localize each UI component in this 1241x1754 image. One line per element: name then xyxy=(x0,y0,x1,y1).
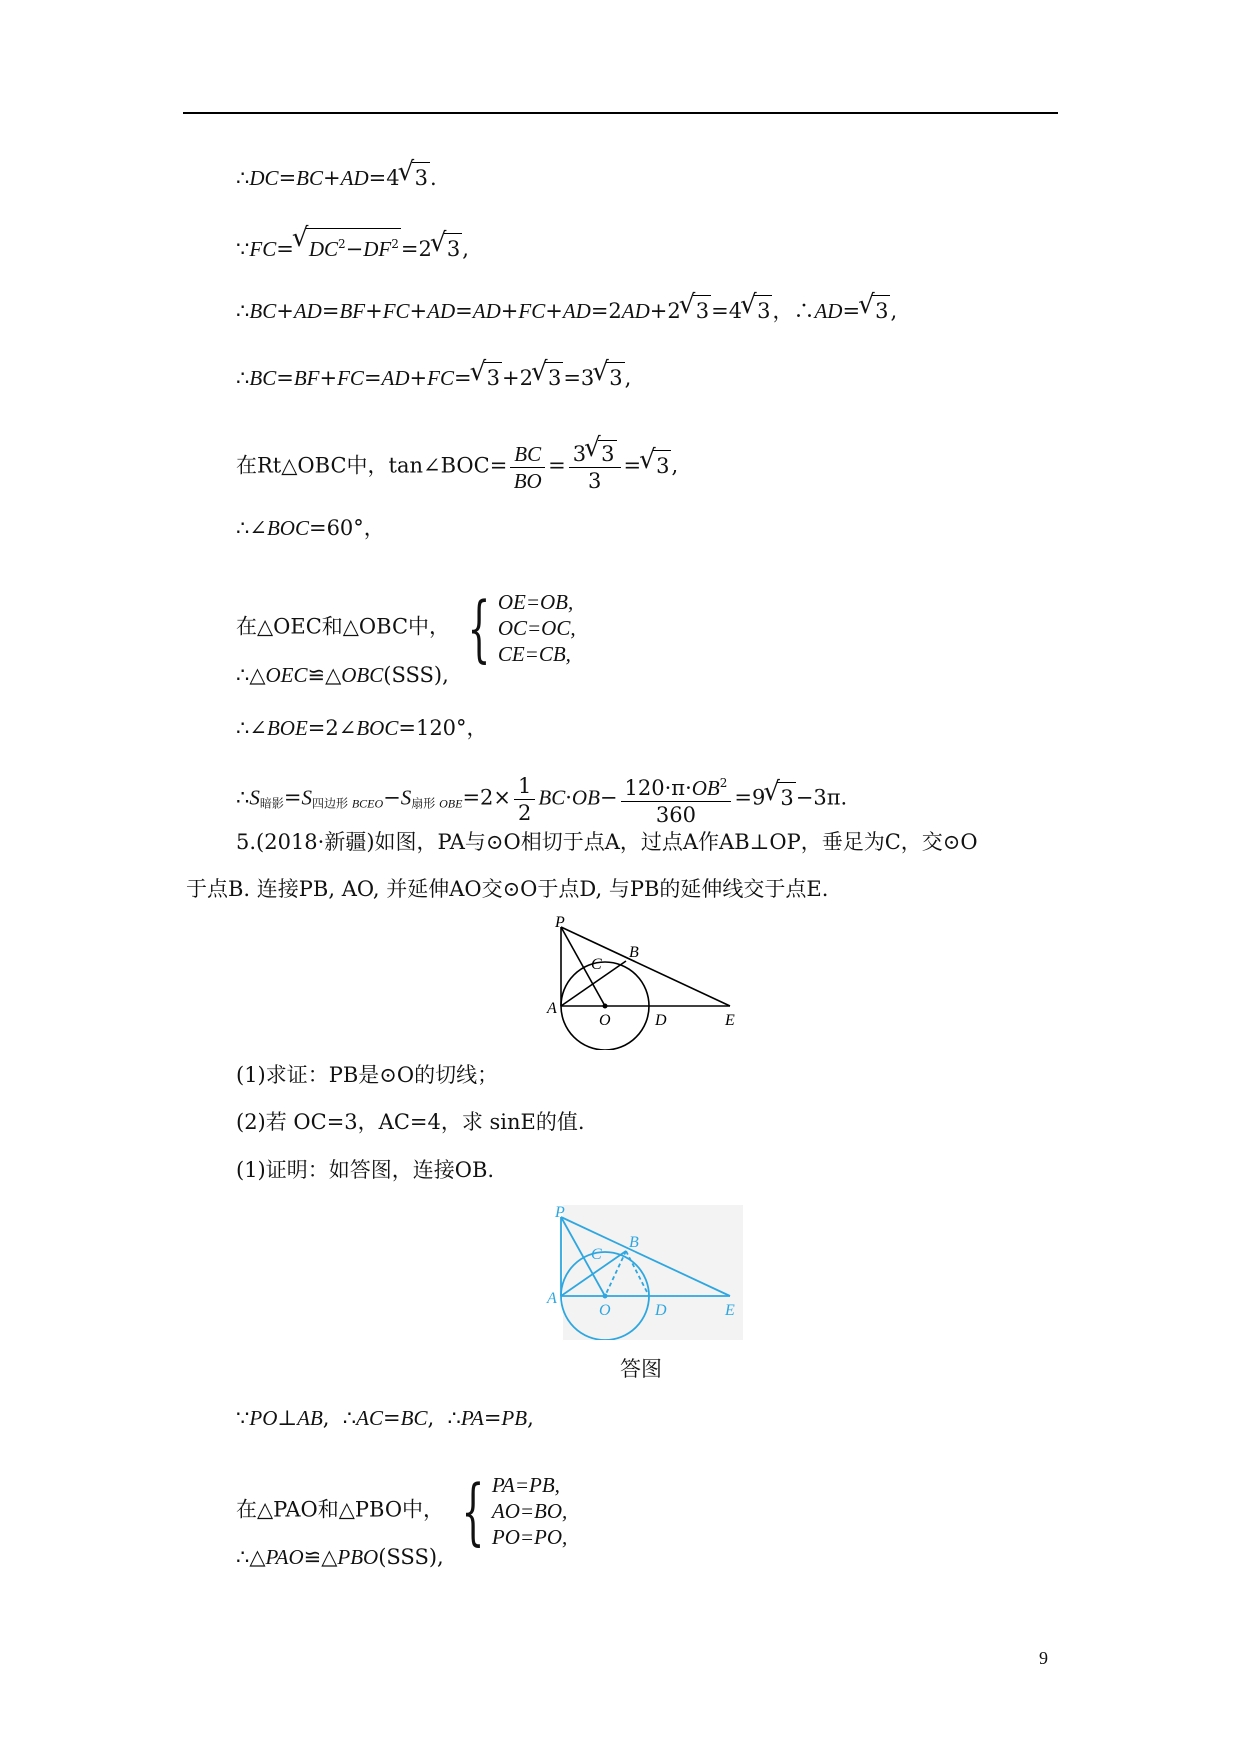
fig1-label-d: D xyxy=(655,1012,667,1029)
line-tan: 在Rt△OBC中，tan∠BOC= $\frac{BC}{BO}$ = $\frac{3√ 3}{3}$ =√ 3, xyxy=(236,440,678,494)
header-rule xyxy=(183,112,1058,114)
problem5-figure xyxy=(545,915,745,1050)
problem5-a1: (1)证明：如答图，连接OB. xyxy=(236,1158,495,1182)
fig2-label-b: B xyxy=(629,1234,639,1251)
fig1-label-p: P xyxy=(555,915,565,931)
line-dc: ∴DC=BC+AD=4√ 3. xyxy=(236,162,437,193)
line-bc-ad: ∴BC+AD=BF+FC+AD=AD+FC+AD=2AD+2√ 3=4√ 3，∴AD=√ 3, xyxy=(236,295,897,326)
proof-step-3: ∴△PAO≌△PBO(SSS), xyxy=(236,1545,444,1569)
line-area: $\therefore S_{暗影}=S_{四边形 BCEO}-S_{扇形 OBE}=2\times$ $\frac{1}{2}$ BC·OB− $\frac{120\cdot\pi\cdot OB^2}{360}$ =9√ 3−3π. xyxy=(236,770,847,828)
problem5-q2: (2)若 OC=3，AC=4，求 sinE的值. xyxy=(236,1110,585,1134)
fig2-label-d: D xyxy=(655,1302,667,1319)
page-number: 9 xyxy=(1039,1648,1048,1668)
line-angle: ∴∠BOC=60°， xyxy=(236,516,385,540)
problem5-stem-1: 5.(2018·新疆)如图，PA与⊙O相切于点A，过点A作AB⊥OP，垂足为C，交⊙O xyxy=(236,830,978,854)
problem5-q1: (1)求证：PB是⊙O的切线； xyxy=(236,1063,499,1087)
problem5-stem-2: 于点B. 连接PB, AO, 并延伸AO交⊙O于点D, 与PB的延伸线交于点E. xyxy=(186,877,829,901)
proof-step-2: 在△PAO和△PBO中， { PA=PB, AO=BO, PO=PO, xyxy=(236,1469,568,1553)
fig2-label-a: A xyxy=(547,1290,557,1307)
line-boe: ∴∠BOE=2∠BOC=120°， xyxy=(236,716,488,740)
line-fc: ∵FC=√ $DC^2-DF^2=2√$ 3, xyxy=(236,228,469,264)
fig2-label-p: P xyxy=(555,1205,565,1221)
proof-step-1: ∵PO⊥AB, ∴AC=BC, ∴PA=PB, xyxy=(236,1406,534,1430)
fig1-label-b: B xyxy=(629,944,639,961)
fig1-label-a: A xyxy=(547,1000,557,1017)
line-bc: ∴BC=BF+FC=AD+FC=√ 3+2√ 3=3√ 3, xyxy=(236,362,631,393)
fig2-label-o: O xyxy=(599,1302,611,1319)
fig1-label-o: O xyxy=(599,1012,611,1029)
line-congruent: ∴△OEC≌△OBC(SSS), xyxy=(236,663,449,687)
answer-figure-caption: 答图 xyxy=(620,1357,662,1381)
fig1-label-c: C xyxy=(591,956,602,973)
fig1-label-e: E xyxy=(725,1012,735,1029)
fig2-label-e: E xyxy=(725,1302,735,1319)
fig2-label-c: C xyxy=(591,1246,602,1263)
line-congruent-setup: 在△OEC和△OBC中， { OE=OB, OC=OC, CE=CB, xyxy=(236,586,576,670)
answer-figure xyxy=(545,1205,745,1340)
